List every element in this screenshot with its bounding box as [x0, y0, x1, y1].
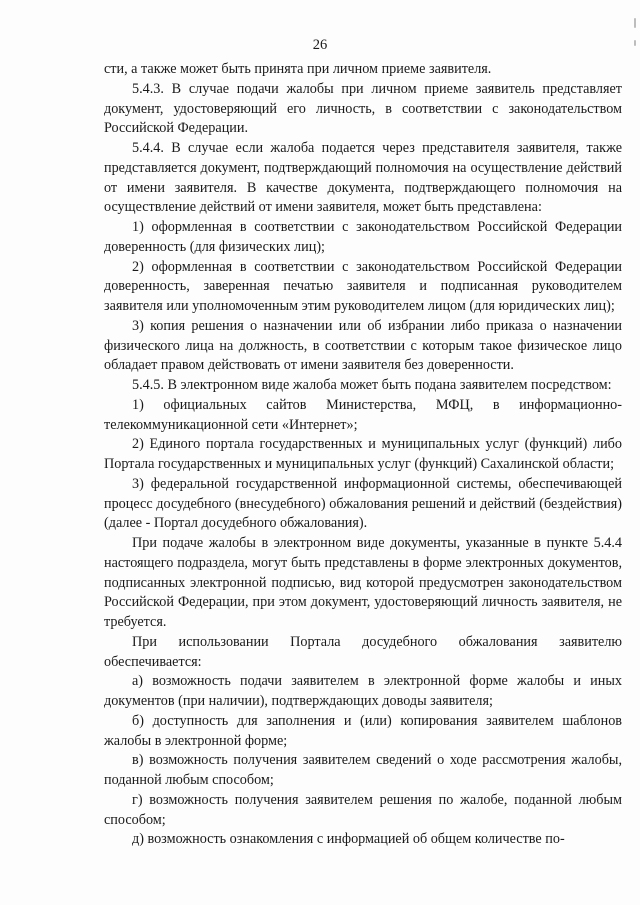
scan-edge-mark	[634, 18, 636, 28]
list-item-2-legal-entities: 2) оформленная в соответствии с законодательством Российской Федерации доверенность, заверенная печатью заявителя и подписанная руководителем заявителя или уполномоченным этим руководителем лицом (для юридических лиц);	[104, 258, 622, 314]
list-item-g: г) возможность получения заявителем решения по жалобе, поданной любым способом;	[104, 791, 622, 828]
list-item-1-individuals: 1) оформленная в соответствии с законодательством Российской Федерации доверенность (для физических лиц);	[104, 219, 622, 255]
list-item-v: в) возможность получения заявителем сведений о ходе рассмотрения жалобы, поданной любым способом;	[104, 752, 622, 788]
paragraph-portal-usage: При использовании Портала досудебного обжалования заявителю обеспечивается:	[104, 633, 622, 670]
paragraph-5-4-5: 5.4.5. В электронном виде жалоба может быть подана заявителем посредством:	[132, 377, 612, 393]
list-item-b: б) доступность для заполнения и (или) копирования заявителем шаблонов жалобы в электронной форме;	[104, 712, 622, 749]
list-item-a: а) возможность подачи заявителем в электронной форме жалобы и иных документов (при наличии), подтверждающих доводы заявителя;	[104, 673, 622, 709]
list-item-3-decision-copy: 3) копия решения о назначении или об избрании либо приказа о назначении физического лица на должность, в соответствии с которым такое физическое лицо обладает правом действовать от имени заявителя без доверенности.	[104, 317, 622, 374]
list-item-2-unified-portal: 2) Единого портала государственных и муниципальных услуг (функций) либо Портала государственных и муниципальных услуг (функций) Сахалинской области;	[104, 436, 622, 472]
paragraph-5-4-3: 5.4.3. В случае подачи жалобы при личном приеме заявитель представляет документ, удостоверяющий его личность, в соответствии с законодательством Российской Федерации.	[104, 80, 622, 137]
paragraph-continuation: сти, а также может быть принята при личном приеме заявителя.	[104, 61, 492, 77]
list-item-d: д) возможность ознакомления с информацией об общем количестве по-	[132, 831, 565, 848]
document-body	[104, 60, 622, 850]
paragraph-electronic-documents: При подаче жалобы в электронном виде документы, указанные в пункте 5.4.4 настоящего подраздела, могут быть представлены в форме электронных документов, подписанных электронной подписью, вид которой предусмотрен законодательством Российской Федерации, при этом документ, удостоверяющий личность заявителя, не требуется.	[104, 535, 622, 630]
list-item-3-federal-system: 3) федеральной государственной информационной системы, обеспечивающей процесс досудебного (внесудебного) обжалования решений и действий (бездействия) (далее - Портал досудебного обжалования).	[104, 475, 622, 532]
scan-edge-mark	[634, 40, 636, 46]
page-number: 26	[312, 37, 328, 53]
paragraph-5-4-4: 5.4.4. В случае если жалоба подается через представителя заявителя, также представляется документ, подтверждающий полномочия на осуществление действий от имени заявителя. В качестве документа, подтверждающего полномочия на осуществление действий от имени заявителя, может быть представлена:	[104, 140, 622, 216]
list-item-1-official-sites: 1) официальных сайтов Министерства, МФЦ, в информационно-телекоммуникационной сети «Интернет»;	[104, 396, 622, 433]
